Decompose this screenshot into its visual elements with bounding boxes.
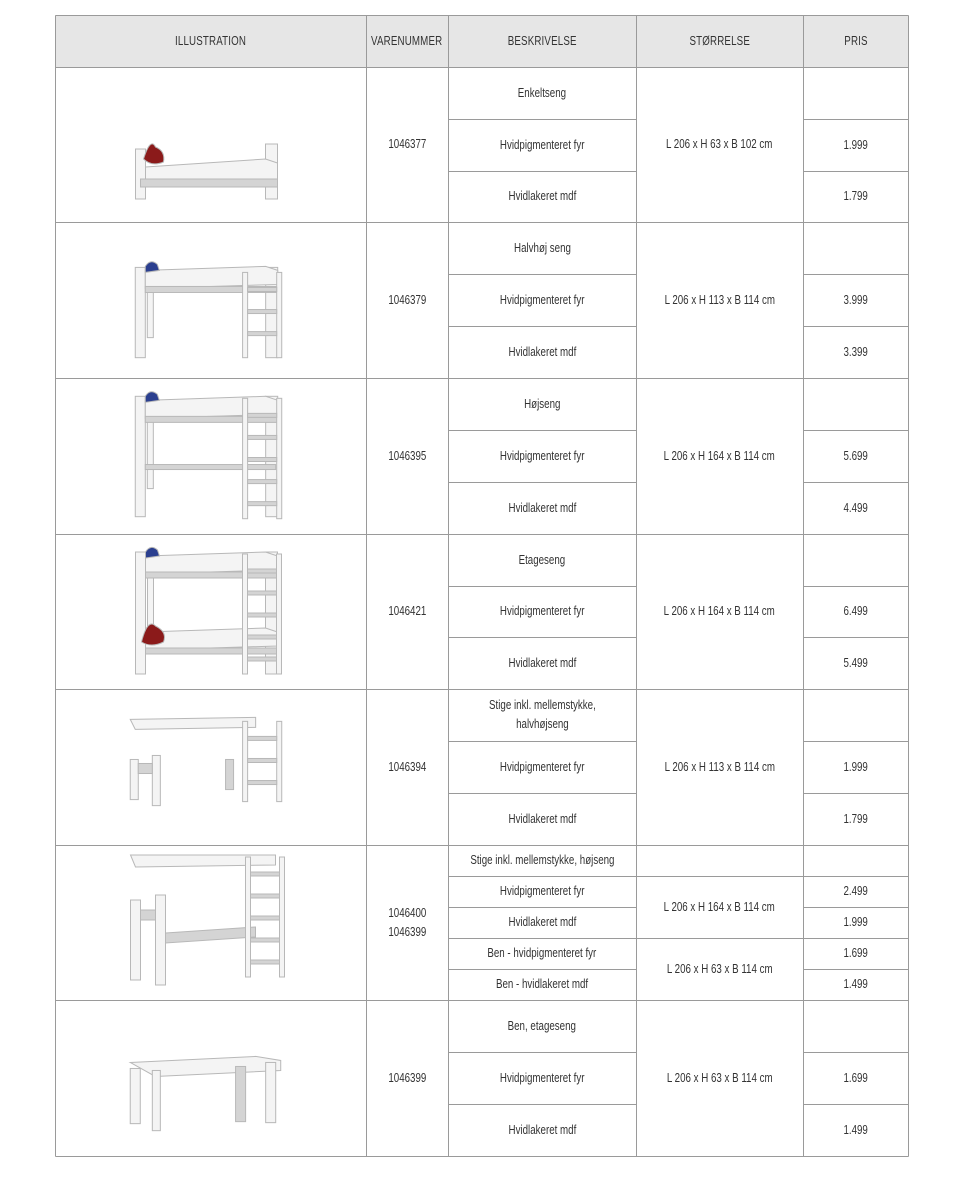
product-price-text: 3.999 (843, 292, 868, 307)
product-description-text: Hvidlakeret mdf (508, 915, 576, 929)
product-description-text: Hvidlakeret mdf (508, 655, 576, 670)
product-price-text: 1.999 (843, 137, 868, 152)
product-price-text: 6.499 (843, 604, 868, 618)
product-price-text: 1.699 (843, 946, 868, 960)
product-description-text: Hvidpigmenteret fyr (499, 759, 585, 774)
product-sku-text: 1046377 (388, 137, 426, 151)
product-size-text: L 206 x H 63 x B 114 cm (666, 1070, 773, 1085)
product-description-text: Hvidlakeret mdf (508, 344, 576, 359)
product-price-text: 1.799 (843, 811, 868, 826)
header-beskrivelse-text: BESKRIVELSE (507, 33, 577, 48)
product-sku-text: 1046394 (388, 759, 426, 774)
product-description-text: Hvidlakeret mdf (508, 189, 576, 203)
product-description-text: Hvidpigmenteret fyr (499, 1070, 585, 1085)
product-description-text: Ben - hvidlakeret mdf (495, 977, 589, 991)
product-description-text: Hvidpigmenteret fyr (499, 292, 585, 307)
product-size-text: L 206 x H 164 x B 114 cm (663, 899, 776, 914)
product-size-text: L 206 x H 164 x B 114 cm (663, 604, 776, 618)
product-description-text: Hvidlakeret mdf (508, 811, 576, 826)
product-price-text: 1.999 (843, 759, 868, 774)
product-description-text: Højseng (523, 396, 561, 411)
product-description-text: Hvidlakeret mdf (508, 1122, 576, 1137)
product-price-text: 1.499 (843, 1122, 868, 1137)
product-price-text: 1.799 (843, 189, 868, 203)
product-description-text: Hvidpigmenteret fyr (499, 448, 585, 463)
product-size-text: L 206 x H 63 x B 114 cm (666, 961, 773, 976)
product-size-text: L 206 x H 113 x B 114 cm (664, 292, 775, 307)
product-price-text: 1.999 (843, 915, 868, 929)
product-price-text: 5.499 (843, 655, 868, 670)
product-sku-text: 1046395 (388, 448, 426, 463)
product-description-text: Hvidlakeret mdf (508, 500, 576, 515)
product-sku-text: 1046399 (388, 1070, 426, 1085)
product-price-text: 2.499 (843, 884, 868, 898)
product-description-text: Hvidpigmenteret fyr (499, 604, 585, 618)
product-sku-text: 1046400 1046399 (388, 905, 426, 939)
product-description-text: Etageseng (518, 552, 566, 567)
product-price-text: 4.499 (843, 500, 868, 515)
header-varenummer-text: VARENUMMER (371, 33, 443, 48)
product-description-text: Hvidpigmenteret fyr (499, 137, 585, 152)
product-description-text: Ben - hvidpigmenteret fyr (487, 946, 597, 960)
product-description-text: Stige inkl. mellemstykke, højseng (469, 853, 615, 867)
product-price-text: 3.399 (843, 344, 868, 359)
header-pris-text: PRIS (843, 33, 868, 48)
header-illustration-text: ILLUSTRATION (174, 33, 247, 48)
header-stoerrelse-text: STØRRELSE (689, 33, 750, 48)
product-sku-text: 1046421 (388, 604, 426, 618)
product-description-text: Halvhøj seng (513, 240, 571, 255)
product-sku-text: 1046379 (388, 292, 426, 307)
product-description-text: Enkeltseng (517, 85, 567, 100)
product-description-text: Stige inkl. mellemstykke, halvhøjseng (488, 698, 596, 731)
product-description-text: Hvidpigmenteret fyr (499, 884, 585, 898)
product-price-text: 1.699 (843, 1070, 868, 1085)
product-size-text: L 206 x H 113 x B 114 cm (664, 759, 775, 774)
product-price-text: 1.499 (843, 977, 868, 991)
product-size-text: L 206 x H 63 x B 102 cm (666, 137, 773, 151)
product-price-text: 5.699 (843, 448, 868, 463)
product-description-text: Ben, etageseng (507, 1018, 577, 1033)
product-size-text: L 206 x H 164 x B 114 cm (663, 448, 776, 463)
